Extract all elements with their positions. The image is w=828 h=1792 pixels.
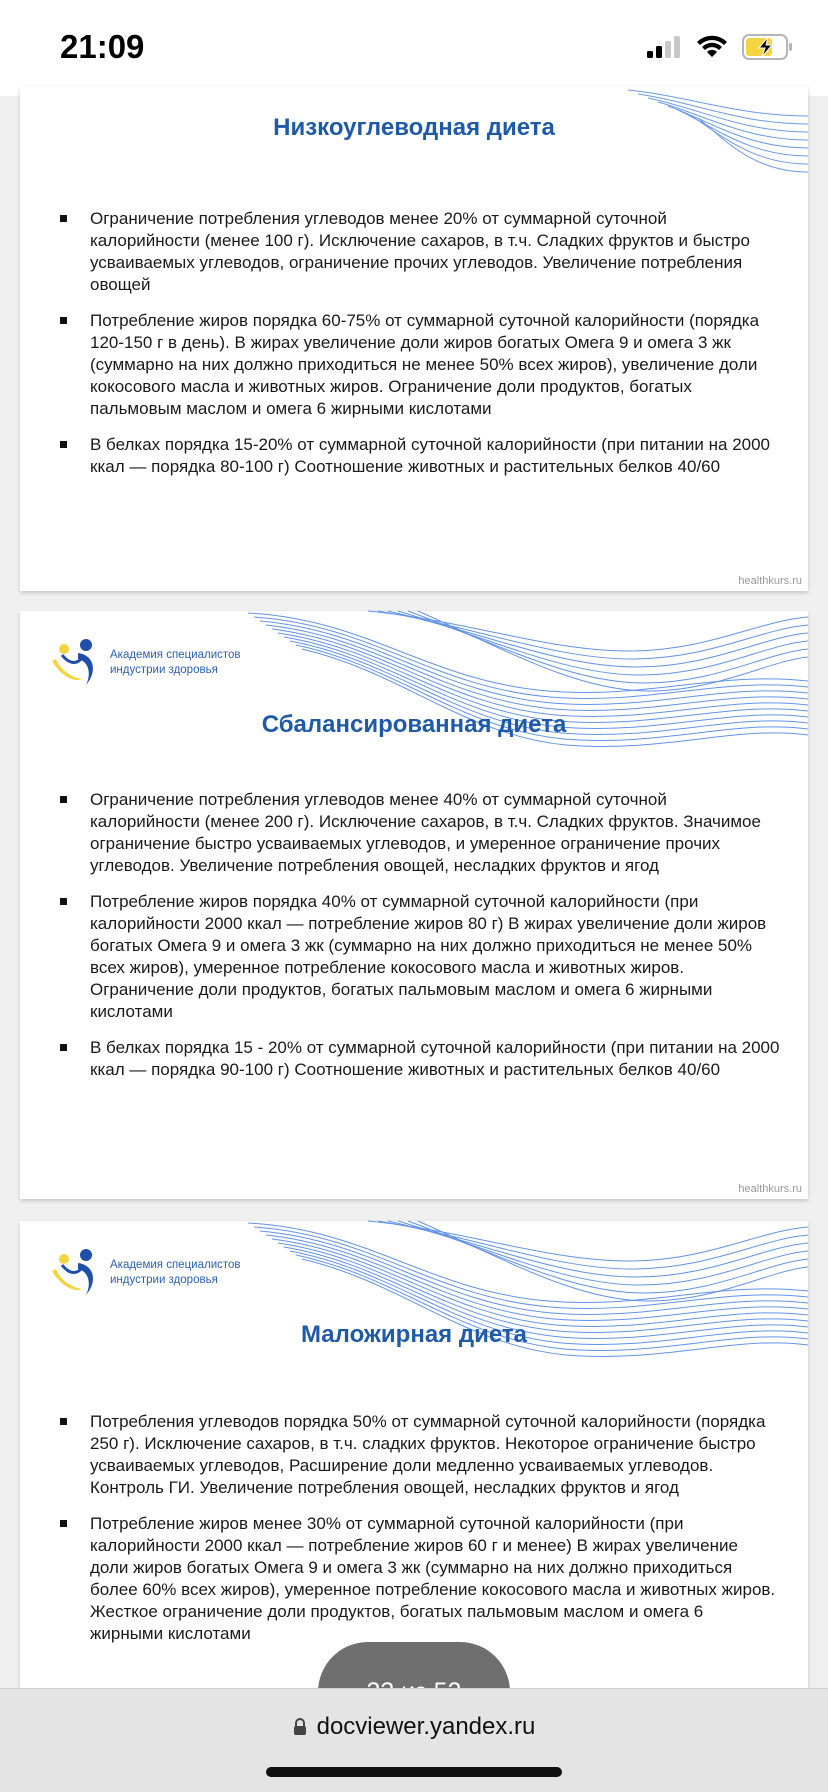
slide-title: Низкоуглеводная диета [273,114,555,141]
list-item: Потребление жиров менее 30% от суммарной суточной калорийности (при калорийности 2000 ккал — потребление жиров 60 г и менее) В жирах увеличение доли жиров богатых Омега 9 и омега 3 жк (суммарно на них должно приходиться более 60% всех жиров), умеренное потребление кокосового масла и животных жиров. Жесткое ограничение доли продуктов, богатых пальмовым маслом и омега 6 жирными кислотами [60,1513,780,1645]
list-item: В белках порядка 15-20% от суммарной суточной калорийности (при питании на 2000 ккал — порядка 80-100 г) Соотношение животных и растительных белков 40/60 [60,434,780,478]
slide-title: Маложирная диета [301,1321,527,1348]
academy-logo-text [110,1258,241,1288]
academy-logo [48,1245,241,1301]
bullet-list [60,208,780,492]
bullet-list [60,1411,780,1659]
list-item: Потребление жиров порядка 60-75% от суммарной суточной калорийности (порядка 120-150 г в день). В жирах увеличение доли жиров богатых Омега 9 и омега 3 жк (суммарно на них должно приходиться не менее 50% всех жиров), увеличение доли кокосового масла и животных жиров. Ограничение доли продуктов, богатых пальмовым маслом и омега 6 жирными кислотами [60,310,780,420]
status-icons [646,34,794,60]
logo-line-2: индустрии здоровья [110,1274,218,1286]
wifi-icon [696,35,728,59]
slide-low-carb [20,86,808,591]
wave-decoration [248,611,808,771]
academy-logo-text [110,648,241,678]
list-item: Ограничение потребления углеводов менее 40% от суммарной суточной калорийности (менее 200 г). Исключение сахаров, в т.ч. Сладких фруктов. Значимое ограничение быстро усваиваемых углеводов, и умеренное ограничение прочих углеводов. Увеличение потребления овощей, несладких фруктов и ягод [60,789,780,877]
logo-line-2: индустрии здоровья [110,664,218,676]
slide-footer-watermark: healthkurs.ru [738,1183,802,1195]
url-text[interactable]: docviewer.yandex.ru [316,1713,536,1740]
address-bar[interactable] [0,1688,828,1792]
academy-logo [48,635,241,691]
slide-title: Сбалансированная диета [261,711,567,738]
list-item: Потребления углеводов порядка 50% от суммарной суточной калорийности (порядка 250 г). Исключение сахаров, в т.ч. сладких фруктов. Некоторое ограничение быстро усваиваемых углеводов, Расширение доли медленно усваиваемых углеводов. Контроль ГИ. Увеличение потребления овощей, несладких фруктов и ягод [60,1411,780,1499]
battery-charging-icon [742,34,794,60]
url-row[interactable] [0,1713,828,1741]
slide-footer-watermark: healthkurs.ru [738,575,802,587]
logo-line-1: Академия специалистов [110,1259,241,1271]
logo-line-1: Академия специалистов [110,649,241,661]
cellular-signal-icon [646,35,682,59]
document-viewer[interactable] [0,96,828,1688]
list-item: Ограничение потребления углеводов менее 20% от суммарной суточной калорийности (менее 100 г). Исключение сахаров, в т.ч. Сладких фруктов и быстро усваиваемых углеводов, ограничение прочих углеводов. Увеличение потребления овощей [60,208,780,296]
home-indicator[interactable] [266,1767,562,1777]
list-item: В белках порядка 15 - 20% от суммарной суточной калорийности (при питании на 2000 ккал — порядка 90-100 г) Соотношение животных и растительных белков 40/60 [60,1037,780,1081]
status-bar [0,0,828,96]
list-item: Потребление жиров порядка 40% от суммарной суточной калорийности (при калорийности 2000 ккал — потребление жиров 80 г) В жирах увеличение доли жиров богатых Омега 9 и омега 3 жк (суммарно на них должно приходиться не менее 50% всех жиров), умеренное потребление кокосового масла и животных жиров. Ограничение доли продуктов, богатых пальмовым маслом и омега 6 жирными кислотами [60,891,780,1023]
lock-icon [293,1718,307,1736]
academy-logo-icon [48,635,104,691]
slide-balanced [20,611,808,1199]
status-time: 21:09 [60,28,145,65]
bullet-list [60,789,780,1095]
academy-logo-icon [48,1245,104,1301]
wave-decoration [248,1221,808,1381]
